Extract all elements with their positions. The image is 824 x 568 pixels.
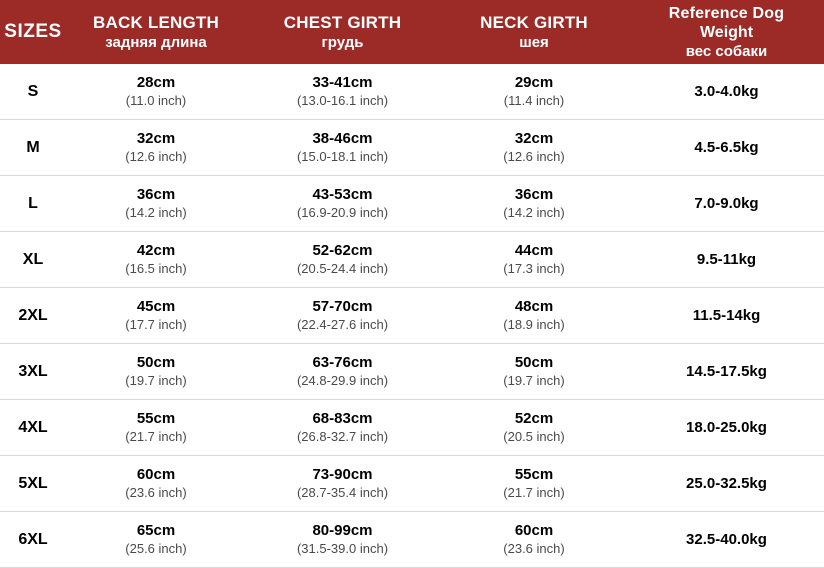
cell-back-length xyxy=(66,456,246,512)
cell-neck-girth xyxy=(439,456,629,512)
cell-size: 3XL xyxy=(0,344,66,400)
cell-reference-weight: 14.5-17.5kg xyxy=(629,344,824,400)
table-body xyxy=(0,64,824,568)
table-row xyxy=(0,400,824,456)
cell-neck-girth xyxy=(439,400,629,456)
column-header-weight-ru: вес собаки xyxy=(685,42,768,60)
column-header-back-length xyxy=(66,0,246,64)
neck-girth-inch: (18.9 inch) xyxy=(503,317,565,332)
chest-girth-cm: 33-41cm xyxy=(312,74,373,91)
neck-girth-inch: (14.2 inch) xyxy=(503,205,565,220)
neck-girth-inch: (12.6 inch) xyxy=(503,149,565,164)
column-header-weight-en-2: Weight xyxy=(699,23,754,41)
chest-girth-inch: (13.0-16.1 inch) xyxy=(296,93,389,108)
chest-girth-cm: 57-70cm xyxy=(312,298,373,315)
column-header-neck-girth xyxy=(439,0,629,64)
neck-girth-cm: 44cm xyxy=(514,242,554,259)
column-header-back-length-en: BACK LENGTH xyxy=(93,12,219,32)
back-length-cm: 42cm xyxy=(136,242,176,259)
back-length-cm: 45cm xyxy=(136,298,176,315)
neck-girth-cm: 36cm xyxy=(514,186,554,203)
back-length-cm: 65cm xyxy=(136,522,176,539)
column-header-neck-girth-en: NECK GIRTH xyxy=(480,12,588,32)
neck-girth-inch: (20.5 inch) xyxy=(503,429,565,444)
cell-neck-girth xyxy=(439,344,629,400)
chest-girth-inch: (24.8-29.9 inch) xyxy=(296,373,389,388)
cell-neck-girth xyxy=(439,288,629,344)
cell-reference-weight: 3.0-4.0kg xyxy=(629,64,824,120)
column-header-chest-girth-en: CHEST GIRTH xyxy=(283,12,402,32)
column-header-sizes: SIZES xyxy=(0,0,66,64)
neck-girth-cm: 55cm xyxy=(514,466,554,483)
cell-back-length xyxy=(66,512,246,568)
neck-girth-cm: 52cm xyxy=(514,410,554,427)
cell-chest-girth xyxy=(246,232,439,288)
cell-reference-weight: 18.0-25.0kg xyxy=(629,400,824,456)
column-header-weight-en-1: Reference Dog xyxy=(668,4,785,22)
chest-girth-cm: 38-46cm xyxy=(312,130,373,147)
cell-back-length xyxy=(66,120,246,176)
cell-reference-weight: 32.5-40.0kg xyxy=(629,512,824,568)
cell-size: M xyxy=(0,120,66,176)
cell-neck-girth xyxy=(439,232,629,288)
cell-back-length xyxy=(66,344,246,400)
cell-reference-weight: 7.0-9.0kg xyxy=(629,176,824,232)
chest-girth-cm: 52-62cm xyxy=(312,242,373,259)
back-length-cm: 50cm xyxy=(136,354,176,371)
cell-reference-weight: 11.5-14kg xyxy=(629,288,824,344)
cell-size: L xyxy=(0,176,66,232)
neck-girth-inch: (23.6 inch) xyxy=(503,541,565,556)
chest-girth-inch: (16.9-20.9 inch) xyxy=(296,205,389,220)
back-length-cm: 32cm xyxy=(136,130,176,147)
cell-size: 2XL xyxy=(0,288,66,344)
table-row xyxy=(0,232,824,288)
cell-chest-girth xyxy=(246,512,439,568)
column-header-reference-weight xyxy=(629,0,824,64)
cell-size: S xyxy=(0,64,66,120)
chest-girth-cm: 73-90cm xyxy=(312,466,373,483)
cell-chest-girth xyxy=(246,64,439,120)
chest-girth-cm: 68-83cm xyxy=(312,410,373,427)
table-row xyxy=(0,120,824,176)
table-row xyxy=(0,512,824,568)
chest-girth-cm: 43-53cm xyxy=(312,186,373,203)
table-row xyxy=(0,456,824,512)
chest-girth-inch: (26.8-32.7 inch) xyxy=(296,429,389,444)
chest-girth-inch: (22.4-27.6 inch) xyxy=(296,317,389,332)
cell-neck-girth xyxy=(439,512,629,568)
back-length-inch: (14.2 inch) xyxy=(125,205,187,220)
cell-size: 6XL xyxy=(0,512,66,568)
back-length-inch: (19.7 inch) xyxy=(125,373,187,388)
neck-girth-cm: 32cm xyxy=(514,130,554,147)
cell-neck-girth xyxy=(439,176,629,232)
cell-size: XL xyxy=(0,232,66,288)
cell-size: 5XL xyxy=(0,456,66,512)
column-header-back-length-ru: задняя длина xyxy=(105,33,207,51)
table-header xyxy=(0,0,824,64)
back-length-inch: (17.7 inch) xyxy=(125,317,187,332)
cell-neck-girth xyxy=(439,64,629,120)
back-length-inch: (21.7 inch) xyxy=(125,429,187,444)
cell-chest-girth xyxy=(246,456,439,512)
neck-girth-cm: 48cm xyxy=(514,298,554,315)
chest-girth-inch: (15.0-18.1 inch) xyxy=(296,149,389,164)
chest-girth-inch: (31.5-39.0 inch) xyxy=(296,541,389,556)
back-length-inch: (23.6 inch) xyxy=(125,485,187,500)
cell-chest-girth xyxy=(246,288,439,344)
back-length-cm: 28cm xyxy=(136,74,176,91)
column-header-chest-girth-ru: грудь xyxy=(321,33,364,51)
cell-back-length xyxy=(66,232,246,288)
cell-back-length xyxy=(66,64,246,120)
neck-girth-cm: 60cm xyxy=(514,522,554,539)
neck-girth-inch: (17.3 inch) xyxy=(503,261,565,276)
table-row xyxy=(0,176,824,232)
cell-back-length xyxy=(66,288,246,344)
chest-girth-cm: 80-99cm xyxy=(312,522,373,539)
back-length-cm: 55cm xyxy=(136,410,176,427)
neck-girth-inch: (19.7 inch) xyxy=(503,373,565,388)
neck-girth-cm: 29cm xyxy=(514,74,554,91)
table-row xyxy=(0,288,824,344)
cell-back-length xyxy=(66,400,246,456)
neck-girth-cm: 50cm xyxy=(514,354,554,371)
column-header-neck-girth-ru: шея xyxy=(519,33,549,51)
neck-girth-inch: (21.7 inch) xyxy=(503,485,565,500)
header-row xyxy=(0,0,824,64)
cell-size: 4XL xyxy=(0,400,66,456)
back-length-cm: 60cm xyxy=(136,466,176,483)
cell-chest-girth xyxy=(246,176,439,232)
cell-reference-weight: 4.5-6.5kg xyxy=(629,120,824,176)
table-row xyxy=(0,64,824,120)
chest-girth-cm: 63-76cm xyxy=(312,354,373,371)
back-length-inch: (11.0 inch) xyxy=(125,93,187,108)
column-header-chest-girth xyxy=(246,0,439,64)
chest-girth-inch: (28.7-35.4 inch) xyxy=(296,485,389,500)
cell-chest-girth xyxy=(246,400,439,456)
neck-girth-inch: (11.4 inch) xyxy=(503,93,565,108)
cell-chest-girth xyxy=(246,344,439,400)
cell-reference-weight: 25.0-32.5kg xyxy=(629,456,824,512)
table-row xyxy=(0,344,824,400)
back-length-cm: 36cm xyxy=(136,186,176,203)
cell-back-length xyxy=(66,176,246,232)
back-length-inch: (12.6 inch) xyxy=(125,149,187,164)
back-length-inch: (25.6 inch) xyxy=(125,541,187,556)
cell-reference-weight: 9.5-11kg xyxy=(629,232,824,288)
cell-neck-girth xyxy=(439,120,629,176)
cell-chest-girth xyxy=(246,120,439,176)
back-length-inch: (16.5 inch) xyxy=(125,261,187,276)
chest-girth-inch: (20.5-24.4 inch) xyxy=(296,261,389,276)
